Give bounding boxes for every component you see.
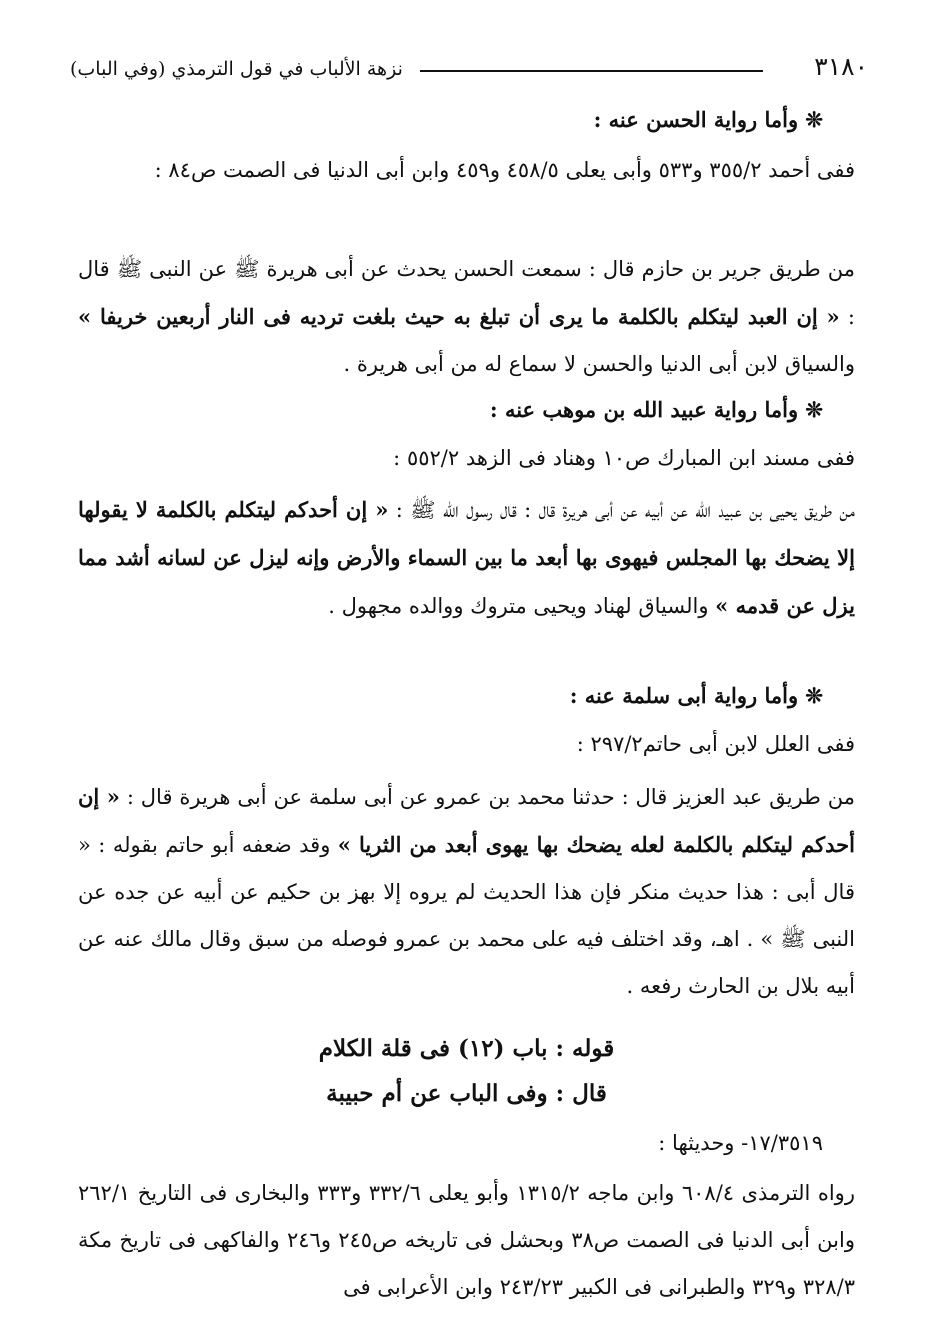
header-rule [420, 70, 763, 72]
isnad-text: من طريق يحيى بن عبيد الله عن أبيه عن أبى هريرة قال : قال رسول الله ﷺ : [395, 498, 855, 522]
section-heading: ❊ وأما رواية عبيد الله بن موهب عنه : [489, 397, 823, 422]
chapter-subtitle: قال : وفى الباب عن أم حبيبة [326, 1080, 607, 1107]
source-paragraph: ففى مسند ابن المبارك ص١٠ وهناد فى الزهد ٥٥٢/٢ : [393, 446, 855, 470]
note-text: والسياق لابن أبى الدنيا والحسن لا سماع له من أبى هريرة . [343, 352, 855, 376]
isnad-text: من طريق جرير بن حازم قال : سمعت الحسن يحدث عن أبى هريرة ﷺ عن النبى ﷺ قال : [78, 257, 855, 329]
isnad-text: من طريق عبد العزيز قال : حدثنا محمد بن عمرو عن أبى سلمة عن أبى هريرة قال : [126, 785, 855, 809]
section-heading: ❊ وأما رواية أبى سلمة عنه : [569, 683, 823, 708]
running-title: نزهة الألباب في قول الترمذي (وفي الباب) [70, 58, 403, 80]
hadith-paragraph [78, 773, 855, 1010]
section-heading: ❊ وأما رواية الحسن عنه : [593, 107, 823, 132]
note-text: وقد ضعفه أبو حاتم بقوله : « قال أبى : هذا حديث منكر فإن هذا الحديث لم يروه إلا بهز بن حكيم عن أبيه عن جده عن النبى ﷺ » . اهـ، وقد اختلف فيه على محمد بن عمرو فوصله من سبق وقال مالك عنه عن أبيه بلال بن الحارث رفعه . [78, 833, 855, 998]
hadith-paragraph [78, 246, 855, 388]
page-number: ٣١٨٠ [814, 52, 868, 81]
hadith-paragraph [78, 486, 855, 630]
source-paragraph: ففى أحمد ٣٥٥/٢ و٥٣٣ وأبى يعلى ٤٥٨/٥ و٤٥٩ وابن أبى الدنيا فى الصمت ص٨٤ : [154, 158, 855, 182]
chapter-title: قوله : باب (١٢) فى قلة الكلام [318, 1035, 615, 1062]
note-text: والسياق لهناد ويحيى متروك ووالده مجهول . [328, 594, 709, 618]
source-paragraph: ففى العلل لابن أبى حاتم٢٩٧/٢ : [576, 732, 855, 756]
matn-text: « إن أحدكم ليتكلم بالكلمة لا يقولها إلا يضحك بها المجلس فيهوى بها أبعد ما بين السماء والأرض وإنه ليزل عن لسانه أشد مما يزل عن قدمه » [78, 497, 855, 618]
takhrij-paragraph: رواه الترمذى ٦٠٨/٤ وابن ماجه ١٣١٥/٢ وأبو يعلى ٣٣٢/٦ و٣٣٣ والبخارى فى التاريخ ٢٦٢/١ وابن أبى الدنيا فى الصمت ص٣٨ وبحشل فى تاريخه ص٢٤٥ و٢٤٦ والفاكهى فى تاريخ مكة ٣٢٨/٣ و٣٢٩ والطبرانى فى الكبير ٢٤٣/٢٣ وابن الأعرابى فى [78, 1181, 855, 1299]
page-header [70, 52, 868, 92]
matn-text: « إن العبد ليتكلم بالكلمة ما يرى أن تبلغ به حيث بلغت ترديه فى النار أربعين خريفا » [78, 304, 840, 329]
hadith-number: ١٧/٣٥١٩- وحديثها : [658, 1131, 823, 1155]
matn-text: « إن أحدكم ليتكلم بالكلمة لعله يضحك بها يهوى أبعد من الثريا » [78, 784, 855, 857]
